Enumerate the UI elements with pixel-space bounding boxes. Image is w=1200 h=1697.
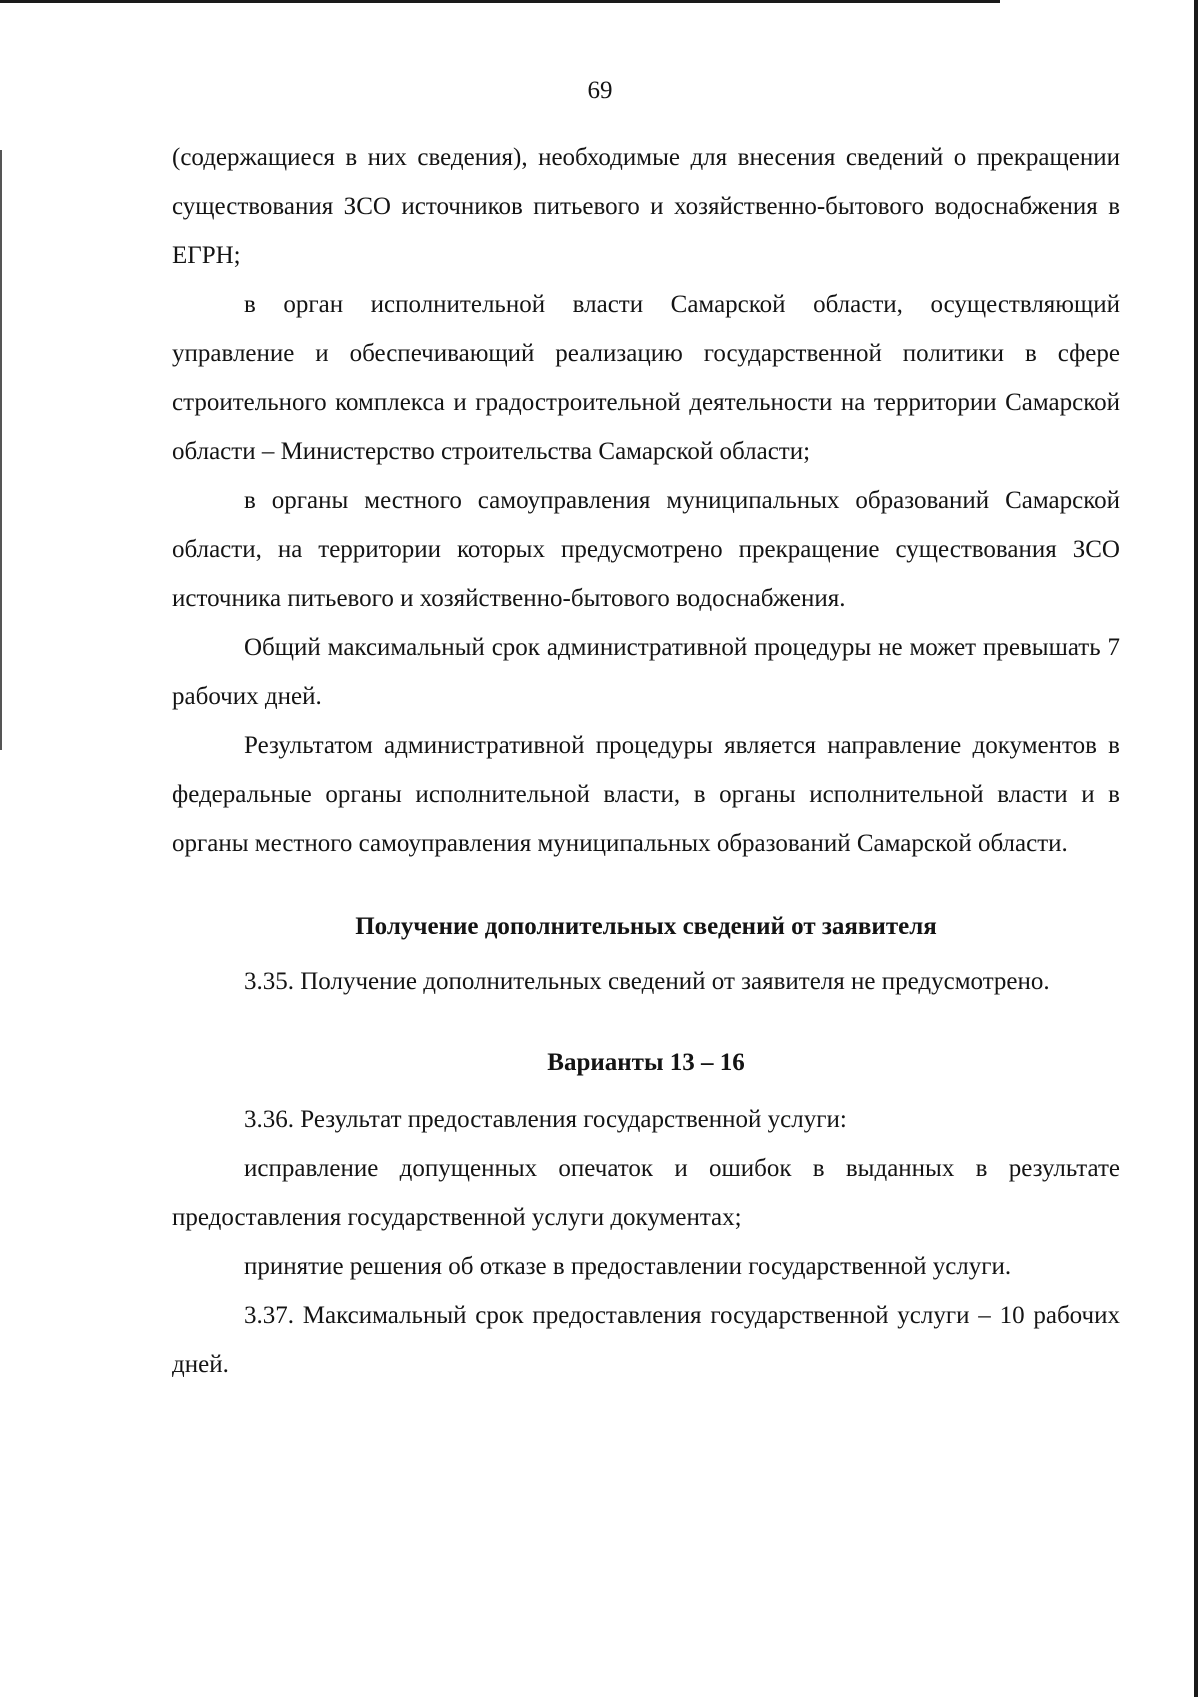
paragraph-3-36: 3.36. Результат предоставления государственной услуги: (244, 1106, 847, 1133)
section-heading-additional-info: Получение дополнительных сведений от заявителя (355, 913, 937, 940)
section-heading-variants: Варианты 13 – 16 (547, 1049, 745, 1076)
scan-border-right (1194, 0, 1198, 1697)
paragraph-procedure-term: Общий максимальный срок административной процедуры не может превышать 7 рабочих дней. (172, 634, 1120, 710)
paragraph-refusal-result: принятие решения об отказе в предоставлении государственной услуги. (244, 1253, 1012, 1280)
document-body (172, 133, 1120, 1389)
paragraph-3-37: 3.37. Максимальный срок предоставления государственной услуги – 10 рабочих дней. (172, 1302, 1120, 1378)
paragraph-ministry-construction: в орган исполнительной власти Самарской области, осуществляющий управление и обеспечивающий реализацию государственной политики в сфере строительного комплекса и градостроительной деятельности на территории Самарской области – Министерство строительства Самарской области; (172, 291, 1120, 465)
paragraph-correction-result: исправление допущенных опечаток и ошибок в выданных в результате предоставления государственной услуги документах; (172, 1155, 1120, 1231)
scan-border-left (0, 150, 2, 750)
scan-border-top (0, 0, 1000, 3)
page-number: 69 (587, 77, 613, 104)
paragraph-continuation: (содержащиеся в них сведения), необходимые для внесения сведений о прекращении существования ЗСО источников питьевого и хозяйственно-бытового водоснабжения в ЕГРН; (172, 144, 1120, 269)
paragraph-procedure-result: Результатом административной процедуры является направление документов в федеральные органы исполнительной власти, в органы исполнительной власти и в органы местного самоуправления муниципальных образований Самарской области. (172, 732, 1120, 857)
paragraph-3-35: 3.35. Получение дополнительных сведений от заявителя не предусмотрено. (244, 968, 1050, 995)
paragraph-local-government: в органы местного самоуправления муниципальных образований Самарской области, на территории которых предусмотрено прекращение существования ЗСО источника питьевого и хозяйственно-бытового водоснабжения. (172, 487, 1120, 612)
